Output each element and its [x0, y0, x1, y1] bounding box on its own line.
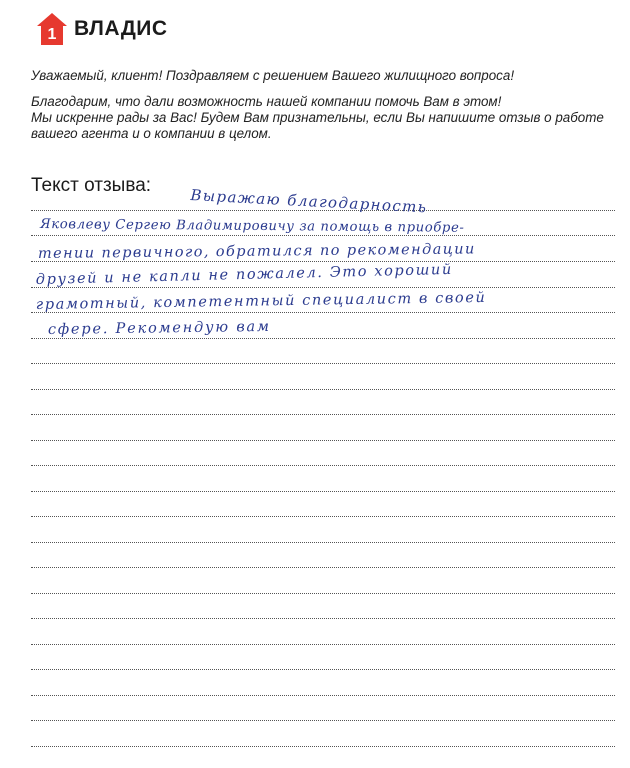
- handwritten-line: друзей и не капли не пожалел. Это хороший: [35, 261, 454, 288]
- brand-name: ВЛАДИС: [74, 17, 168, 40]
- ruled-line: [31, 567, 615, 568]
- ruled-line: [31, 542, 615, 543]
- ruled-line: [31, 644, 615, 645]
- ruled-line: [31, 287, 615, 288]
- ruled-line: [31, 618, 615, 619]
- intro-congrats: Уважаемый, клиент! Поздравляем с решением Вашего жилищного вопроса!: [31, 68, 515, 83]
- ruled-line: [31, 338, 615, 339]
- intro-request-cont: вашего агента и о компании в целом.: [31, 126, 272, 141]
- ruled-line: [31, 516, 615, 517]
- handwritten-line: грамотный, компетентный специалист в своей: [35, 289, 487, 313]
- ruled-line: [31, 746, 615, 747]
- ruled-line: [31, 235, 615, 236]
- ruled-line: [31, 414, 615, 415]
- ruled-line: [31, 389, 615, 390]
- ruled-line: [31, 695, 615, 696]
- ruled-line: [31, 491, 615, 492]
- ruled-line: [31, 669, 615, 670]
- logo-digit: 1: [47, 26, 57, 43]
- review-heading: Текст отзыва:: [31, 175, 152, 196]
- ruled-line: [31, 312, 615, 313]
- ruled-line: [31, 593, 615, 594]
- review-lines: [31, 0, 615, 768]
- intro-request: Мы искренне рады за Вас! Будем Вам признательны, если Вы напишите отзыв о работе: [31, 110, 604, 125]
- ruled-line: [31, 720, 615, 721]
- ruled-line: [31, 363, 615, 364]
- intro-thanks: Благодарим, что дали возможность нашей компании помочь Вам в этом!: [31, 94, 502, 109]
- handwritten-line: тении первичного, обратился по рекомендации: [37, 241, 476, 262]
- ruled-line: [31, 465, 615, 466]
- ruled-line: [31, 440, 615, 441]
- handwritten-line: Яковлеву Сергею Владимировичу за помощь в приобре-: [40, 217, 465, 236]
- handwritten-line: сфере. Рекомендую вам: [47, 318, 271, 338]
- handwritten-line: Выражаю благодарность: [190, 186, 428, 217]
